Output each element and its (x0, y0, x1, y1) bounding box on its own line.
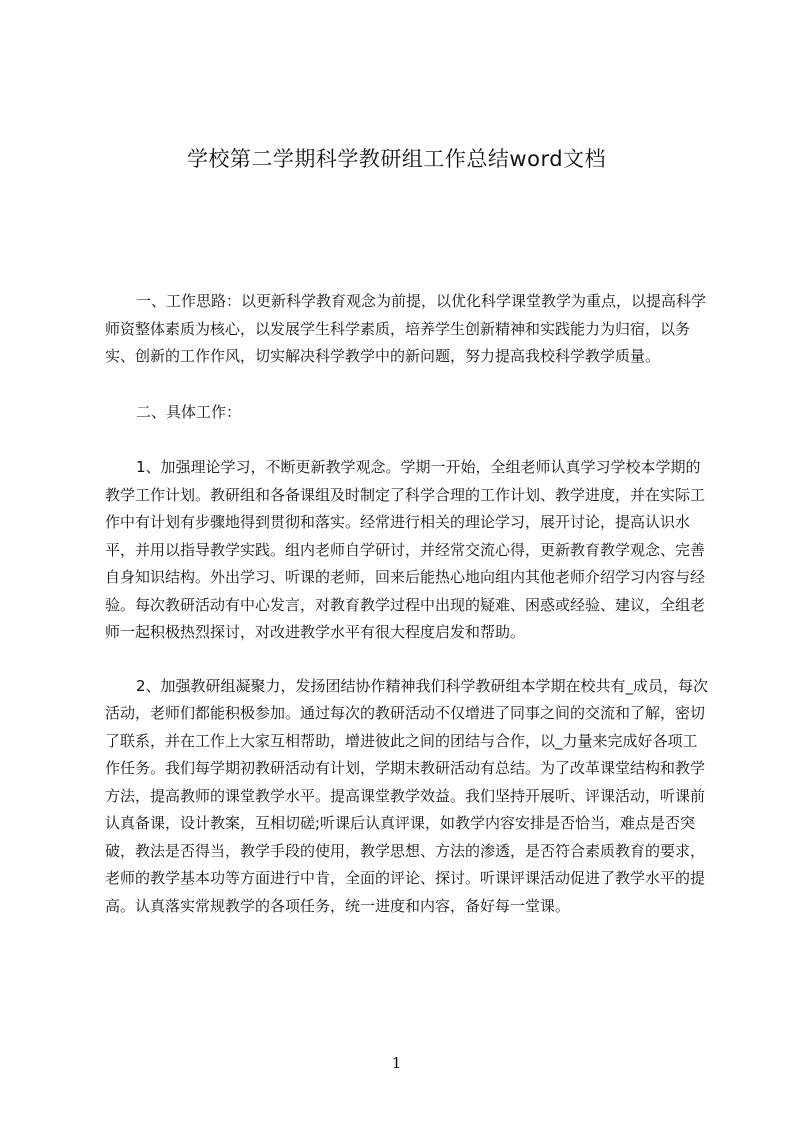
paragraph-theory-study: 1、加强理论学习，不断更新教学观念。学期一开始，全组老师认真学习学校本学期的教学工作计划。教研组和各备课组及时制定了科学合理的工作计划、教学进度，并在实际工作中有计划有步骤地得到贯彻和落实。经常进行相关的理论学习，展开讨论，提高认识水平，并用以指导教学实践。组内老师自学研讨，并经常交流心得，更新教育教学观念、完善自身知识结构。外出学习、听课的老师，回来后能热心地向组内其他老师介绍学习内容与经验。每次教研活动有中心发言，对教育教学过程中出现的疑难、困惑或经验、建议，全组老师一起积极热烈探讨，对改进教学水平有很大程度启发和帮助。 (105, 458, 706, 641)
paragraph-work-approach: 一、工作思路：以更新科学教育观念为前提，以优化科学课堂教学为重点，以提高科学师资整体素质为核心，以发展学生科学素质，培养学生创新精神和实践能力为归宿，以务实、创新的工作作风，切实解决科学教学中的新问题，努力提高我校科学教学质量。 (105, 292, 707, 365)
paragraph-team-cohesion: 2、加强教研组凝聚力，发扬团结协作精神我们科学教研组本学期在校共有_成员，每次活动，老师们都能积极参加。通过每次的教研活动不仅增进了同事之间的交流和了解，密切了联系，并在工作上大家互相帮助，增进彼此之间的团结与合作，以_力量来完成好各项工作任务。我们每学期初教研活动有计划，学期末教研活动有总结。为了改革课堂结构和教学方法，提高教师的课堂教学水平。提高课堂教学效益。我们坚持开展听、评课活动，听课前认真备课，设计教案，互相切磋;听课后认真评课，如教学内容安排是否恰当，难点是否突破，教法是否得当，教学手段的使用，教学思想、方法的渗透，是否符合素质教育的要求，老师的教学基本功等方面进行中肯，全面的评论、探讨。听课评课活动促进了教学水平的提高。认真落实常规教学的各项任务，统一进度和内容，备好每一堂课。 (105, 676, 709, 915)
page-number: 1 (391, 1054, 402, 1072)
document-title: 学校第二学期科学教研组工作总结word文档 (186, 147, 607, 171)
paragraph-specific-work-heading: 二、具体工作： (136, 402, 242, 421)
document-body (105, 288, 709, 920)
